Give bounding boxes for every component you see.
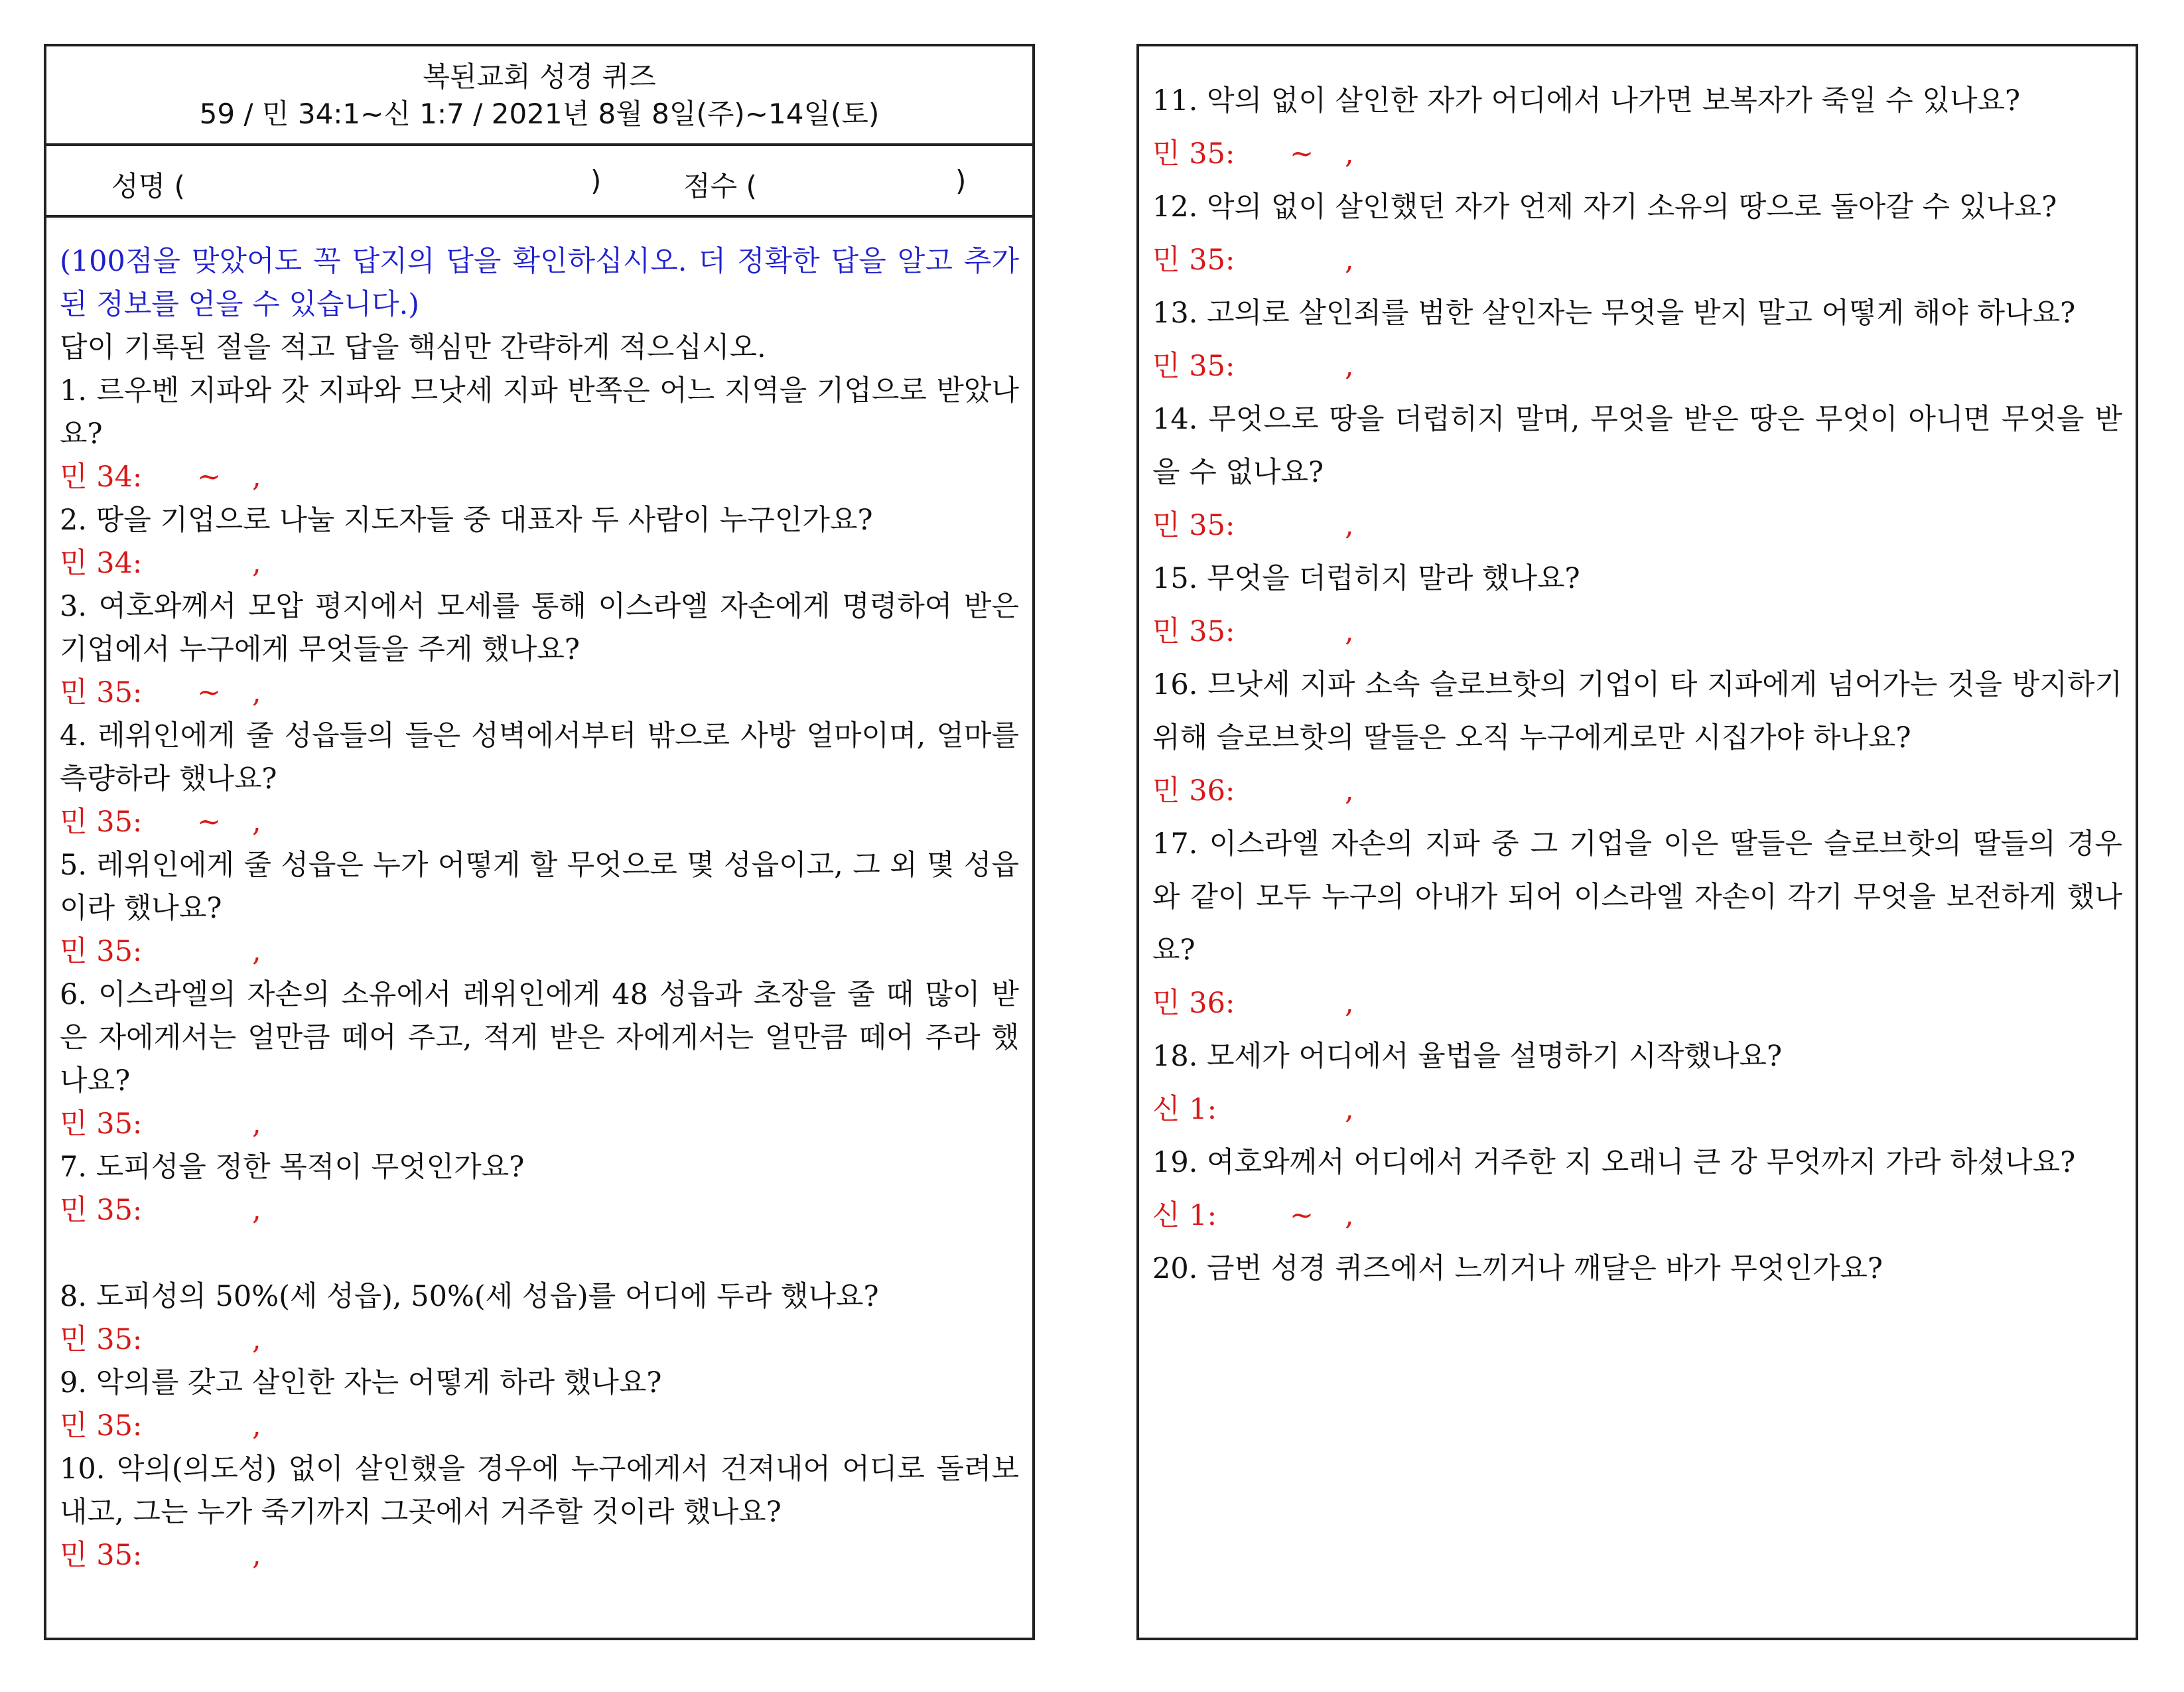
final-question: 20. 금번 성경 퀴즈에서 느끼거나 깨달은 바가 무엇인가요? bbox=[1152, 1252, 1883, 1285]
question-text: 19. 여호와께서 어디에서 거주한 지 오래니 큰 강 무엇까지 가라 하셨나요? bbox=[1152, 1146, 2076, 1179]
answer-reference bbox=[1152, 499, 2122, 552]
answer-range-tilde: ~ bbox=[196, 806, 222, 839]
answer-ref-label: 민 35: bbox=[1152, 137, 1235, 171]
answer-range-tilde bbox=[1259, 340, 1345, 393]
left-question-list bbox=[46, 218, 1032, 1577]
answer-range-tilde bbox=[166, 1189, 252, 1232]
question-text: 12. 악의 없이 살인했던 자가 언제 자기 소유의 땅으로 돌아갈 수 있나요? bbox=[1152, 190, 2057, 224]
answer-ref-label: 민 35: bbox=[1152, 350, 1235, 383]
question-text: 7. 도피성을 정한 목적이 무엇인가요? bbox=[60, 1151, 525, 1184]
answer-ref-label: 민 35: bbox=[60, 1539, 143, 1572]
answer-comma: , bbox=[252, 806, 261, 839]
question-text: 6. 이스라엘의 자손의 소유에서 레위인에게 48 성읍과 초장을 줄 때 많이 받은 자에게서는 얼만큼 떼어 주고, 적게 받은 자에게서는 얼만큼 떼어 주라 했나요? bbox=[60, 978, 1019, 1097]
answer-comma: , bbox=[1345, 244, 1354, 277]
question-text: 4. 레위인에게 줄 성읍들의 들은 성벽에서부터 밖으로 사방 얼마이며, 얼마를 측량하라 했나요? bbox=[60, 719, 1019, 796]
question-text: 3. 여호와께서 모압 평지에서 모세를 통해 이스라엘 자손에게 명령하여 받은 기업에서 누구에게 무엇들을 주게 했나요? bbox=[60, 590, 1019, 666]
answer-ref-label: 민 35: bbox=[1152, 615, 1235, 648]
answer-comma: , bbox=[252, 1194, 261, 1227]
answer-ref-label: 민 35: bbox=[60, 806, 143, 839]
score-close: ) bbox=[955, 165, 967, 197]
answer-reference bbox=[1152, 340, 2122, 393]
question-text: 11. 악의 없이 살인한 자가 어디에서 나가면 보복자가 죽일 수 있나요? bbox=[1152, 84, 2021, 117]
name-score-bar bbox=[46, 146, 1032, 218]
answer-reference bbox=[60, 1534, 1019, 1577]
answer-reference bbox=[60, 1189, 1019, 1232]
answer-range-tilde bbox=[1259, 764, 1345, 817]
right-question-list bbox=[1139, 46, 2136, 1295]
answer-comma: , bbox=[252, 935, 261, 968]
answer-reference bbox=[60, 801, 1019, 844]
notice-text: (100점을 맞았어도 꼭 답지의 답을 확인하십시오. 더 정확한 답을 알고 추가된 정보를 얻을 수 있습니다.) bbox=[60, 245, 1019, 321]
answer-ref-label: 민 35: bbox=[1152, 244, 1235, 277]
question-text: 8. 도피성의 50%(세 성읍), 50%(세 성읍)를 어디에 두라 했나요? bbox=[60, 1280, 879, 1313]
answer-range-tilde bbox=[166, 542, 252, 585]
answer-ref-label: 민 34: bbox=[60, 460, 143, 494]
instruction-text: 답이 기록된 절을 적고 답을 핵심만 간략하게 적으십시오. bbox=[60, 331, 766, 364]
answer-range-tilde: ~ bbox=[196, 676, 222, 709]
question-text: 9. 악의를 갖고 살인한 자는 어떻게 하라 했나요? bbox=[60, 1366, 662, 1399]
answer-ref-label: 민 36: bbox=[1152, 774, 1235, 808]
answer-reference bbox=[60, 930, 1019, 973]
answer-range-tilde: ~ bbox=[1289, 1199, 1314, 1232]
right-quiz-panel bbox=[1136, 44, 2138, 1640]
answer-reference bbox=[60, 456, 1019, 499]
question-text: 18. 모세가 어디에서 율법을 설명하기 시작했나요? bbox=[1152, 1040, 1783, 1073]
answer-range-tilde bbox=[1259, 234, 1345, 287]
answer-reference bbox=[60, 1318, 1019, 1362]
question-text: 15. 무엇을 더럽히지 말라 했나요? bbox=[1152, 562, 1580, 595]
answer-comma: , bbox=[252, 1107, 261, 1141]
answer-reference bbox=[1152, 127, 2122, 180]
answer-ref-label: 민 35: bbox=[1152, 509, 1235, 542]
answer-comma: , bbox=[1345, 1199, 1354, 1232]
answer-ref-label: 민 35: bbox=[60, 1323, 143, 1356]
answer-range-tilde bbox=[1259, 977, 1345, 1030]
answer-ref-label: 민 35: bbox=[60, 1194, 143, 1227]
answer-range-tilde: ~ bbox=[1289, 137, 1314, 171]
answer-reference bbox=[60, 1103, 1019, 1146]
answer-comma: , bbox=[1345, 1093, 1354, 1126]
answer-comma: , bbox=[1345, 615, 1354, 648]
question-text: 14. 무엇으로 땅을 더럽히지 말며, 무엇을 받은 땅은 무엇이 아니면 무엇을 받을 수 없나요? bbox=[1152, 403, 2122, 489]
answer-reference bbox=[60, 542, 1019, 585]
answer-ref-label: 신 1: bbox=[1152, 1199, 1217, 1232]
answer-reference bbox=[1152, 764, 2122, 817]
question-text: 13. 고의로 살인죄를 범한 살인자는 무엇을 받지 말고 어떻게 해야 하나요? bbox=[1152, 297, 2076, 330]
answer-range-tilde bbox=[1259, 605, 1345, 658]
answer-comma: , bbox=[252, 1409, 261, 1443]
answer-range-tilde bbox=[1259, 1083, 1345, 1136]
answer-range-tilde bbox=[1259, 499, 1345, 552]
answer-comma: , bbox=[252, 1539, 261, 1572]
answer-comma: , bbox=[252, 1323, 261, 1356]
answer-reference bbox=[1152, 1189, 2122, 1242]
spacer bbox=[60, 1232, 1019, 1275]
answer-ref-label: 민 35: bbox=[60, 676, 143, 709]
question-text: 5. 레위인에게 줄 성읍은 누가 어떻게 할 무엇으로 몇 성읍이고, 그 외 몇 성읍이라 했나요? bbox=[60, 849, 1019, 925]
score-label: 점수 ( bbox=[683, 170, 757, 202]
answer-comma: , bbox=[252, 676, 261, 709]
answer-comma: , bbox=[252, 547, 261, 580]
answer-range-tilde bbox=[166, 1534, 252, 1577]
quiz-title: 복된교회 성경 퀴즈 bbox=[423, 60, 656, 93]
answer-reference bbox=[1152, 605, 2122, 658]
quiz-subtitle: 59 / 민 34:1~신 1:7 / 2021년 8월 8일(주)~14일(토) bbox=[199, 98, 880, 130]
question-text: 2. 땅을 기업으로 나눌 지도자들 중 대표자 두 사람이 누구인가요? bbox=[60, 504, 873, 537]
question-text: 17. 이스라엘 자손의 지파 중 그 기업을 이은 딸들은 슬로브핫의 딸들의 경우와 같이 모두 누구의 아내가 되어 이스라엘 자손이 각기 무엇을 보전하게 했나요? bbox=[1152, 827, 2122, 967]
name-label: 성명 ( bbox=[111, 170, 185, 202]
answer-reference bbox=[1152, 234, 2122, 287]
answer-ref-label: 민 36: bbox=[1152, 987, 1235, 1020]
name-close: ) bbox=[590, 165, 602, 197]
answer-range-tilde bbox=[166, 1103, 252, 1146]
answer-comma: , bbox=[1345, 987, 1354, 1020]
answer-reference bbox=[1152, 1083, 2122, 1136]
answer-ref-label: 민 35: bbox=[60, 935, 143, 968]
answer-reference bbox=[60, 1405, 1019, 1448]
answer-range-tilde: ~ bbox=[196, 460, 222, 494]
answer-reference bbox=[1152, 977, 2122, 1030]
answer-ref-label: 민 35: bbox=[60, 1107, 143, 1141]
question-text: 1. 르우벤 지파와 갓 지파와 므낫세 지파 반쪽은 어느 지역을 기업으로 받았나요? bbox=[60, 374, 1019, 451]
question-text: 10. 악의(의도성) 없이 살인했을 경우에 누구에게서 건져내어 어디로 돌려보내고, 그는 누가 죽기까지 그곳에서 거주할 것이라 했나요? bbox=[60, 1452, 1019, 1529]
answer-comma: , bbox=[1345, 350, 1354, 383]
quiz-header bbox=[46, 46, 1032, 146]
answer-comma: , bbox=[1345, 774, 1354, 808]
answer-range-tilde bbox=[166, 930, 252, 973]
answer-reference bbox=[60, 671, 1019, 715]
left-quiz-panel bbox=[44, 44, 1035, 1640]
answer-ref-label: 민 34: bbox=[60, 547, 143, 580]
answer-comma: , bbox=[1345, 509, 1354, 542]
answer-ref-label: 민 35: bbox=[60, 1409, 143, 1443]
question-text: 16. 므낫세 지파 소속 슬로브핫의 기업이 타 지파에게 넘어가는 것을 방지하기 위해 슬로브핫의 딸들은 오직 누구에게로만 시집가야 하나요? bbox=[1152, 668, 2122, 754]
answer-range-tilde bbox=[166, 1405, 252, 1448]
answer-range-tilde bbox=[166, 1318, 252, 1362]
answer-ref-label: 신 1: bbox=[1152, 1093, 1217, 1126]
answer-comma: , bbox=[1345, 137, 1354, 171]
answer-comma: , bbox=[252, 460, 261, 494]
